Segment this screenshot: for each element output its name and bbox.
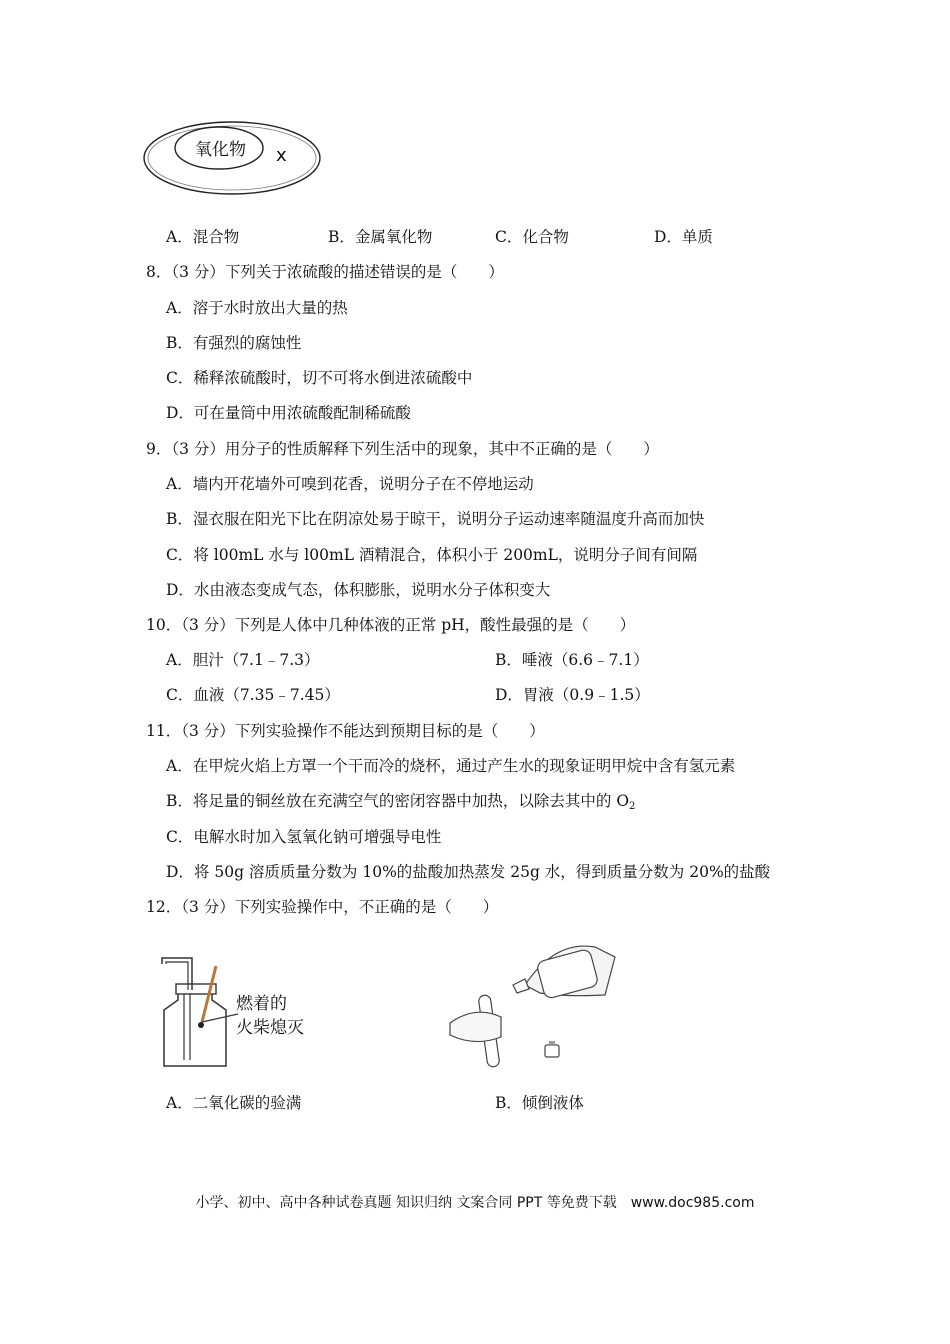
q8-option-b: B．有强烈的腐蚀性 bbox=[166, 334, 302, 352]
q12-option-b: B．倾倒液体 bbox=[495, 1094, 584, 1112]
q10-option-d: D．胃液（0.9﹣1.5） bbox=[495, 686, 650, 704]
q7-option-b: B．金属氧化物 bbox=[328, 228, 433, 246]
q9-option-d: D．水由液态变成气态，体积膨胀，说明水分子体积变大 bbox=[166, 581, 551, 599]
q12-option-a: A．二氧化碳的验满 bbox=[166, 1094, 302, 1112]
q8-stem: 8．（3 分）下列关于浓硫酸的描述错误的是（ ） bbox=[146, 263, 504, 281]
q9-option-a: A．墙内开花墙外可嗅到花香，说明分子在不停地运动 bbox=[166, 475, 534, 493]
q10-stem: 10．（3 分）下列是人体中几种体液的正常 pH，酸性最强的是（ ） bbox=[146, 616, 636, 634]
figure-a-pointer-line bbox=[200, 1010, 240, 1024]
q10-option-c: C．血液（7.35﹣7.45） bbox=[166, 686, 340, 704]
q11-option-b bbox=[166, 791, 635, 817]
q11-option-b-text: B．将足量的铜丝放在充满空气的密闭容器中加热，以除去其中的 O bbox=[166, 792, 630, 810]
figure-a-label-line2: 火柴熄灭 bbox=[236, 1018, 304, 1038]
q9-stem: 9．（3 分）用分子的性质解释下列生活中的现象，其中不正确的是（ ） bbox=[146, 440, 659, 458]
q7-option-a: A．混合物 bbox=[166, 228, 240, 246]
q11-option-c: C．电解水时加入氢氧化钠可增强导电性 bbox=[166, 828, 442, 846]
q9-option-b: B．湿衣服在阳光下比在阴凉处易于晾干，说明分子运动速率随温度升高而加快 bbox=[166, 510, 705, 528]
q10-option-a: A．胆汁（7.1﹣7.3） bbox=[166, 651, 320, 669]
q7-option-c: C．化合物 bbox=[495, 228, 569, 246]
q11-option-b-subscript: 2 bbox=[629, 801, 636, 812]
q7-option-d: D．单质 bbox=[654, 228, 713, 246]
q10-option-b: B．唾液（6.6﹣7.1） bbox=[495, 651, 649, 669]
q11-option-a: A．在甲烷火焰上方罩一个干而冷的烧杯，通过产生水的现象证明甲烷中含有氢元素 bbox=[166, 757, 736, 775]
q12-stem: 12．（3 分）下列实验操作中，不正确的是（ ） bbox=[146, 898, 499, 916]
q8-option-d: D．可在量筒中用浓硫酸配制稀硫酸 bbox=[166, 404, 411, 422]
pouring-liquid-figure bbox=[445, 935, 630, 1080]
q11-option-d: D．将 50g 溶质质量分数为 10%的盐酸加热蒸发 25g 水，得到质量分数为 20%的盐酸 bbox=[166, 863, 771, 881]
q9-option-c: C．将 l00mL 水与 l00mL 酒精混合，体积小于 200mL，说明分子间有间隔 bbox=[166, 546, 698, 564]
q8-option-a: A．溶于水时放出大量的热 bbox=[166, 299, 348, 317]
q11-stem: 11．（3 分）下列实验操作不能达到预期目标的是（ ） bbox=[146, 722, 545, 740]
q8-option-c: C．稀释浓硫酸时，切不可将水倒进浓硫酸中 bbox=[166, 369, 473, 387]
venn-inner-label: 氧化物 bbox=[195, 140, 246, 160]
figure-a-label-line1: 燃着的 bbox=[236, 994, 287, 1014]
page-footer: 小学、初中、高中各种试卷真题 知识归纳 文案合同 PPT 等免费下载 www.doc985.com bbox=[195, 1195, 755, 1211]
venn-x-label: x bbox=[276, 145, 287, 166]
